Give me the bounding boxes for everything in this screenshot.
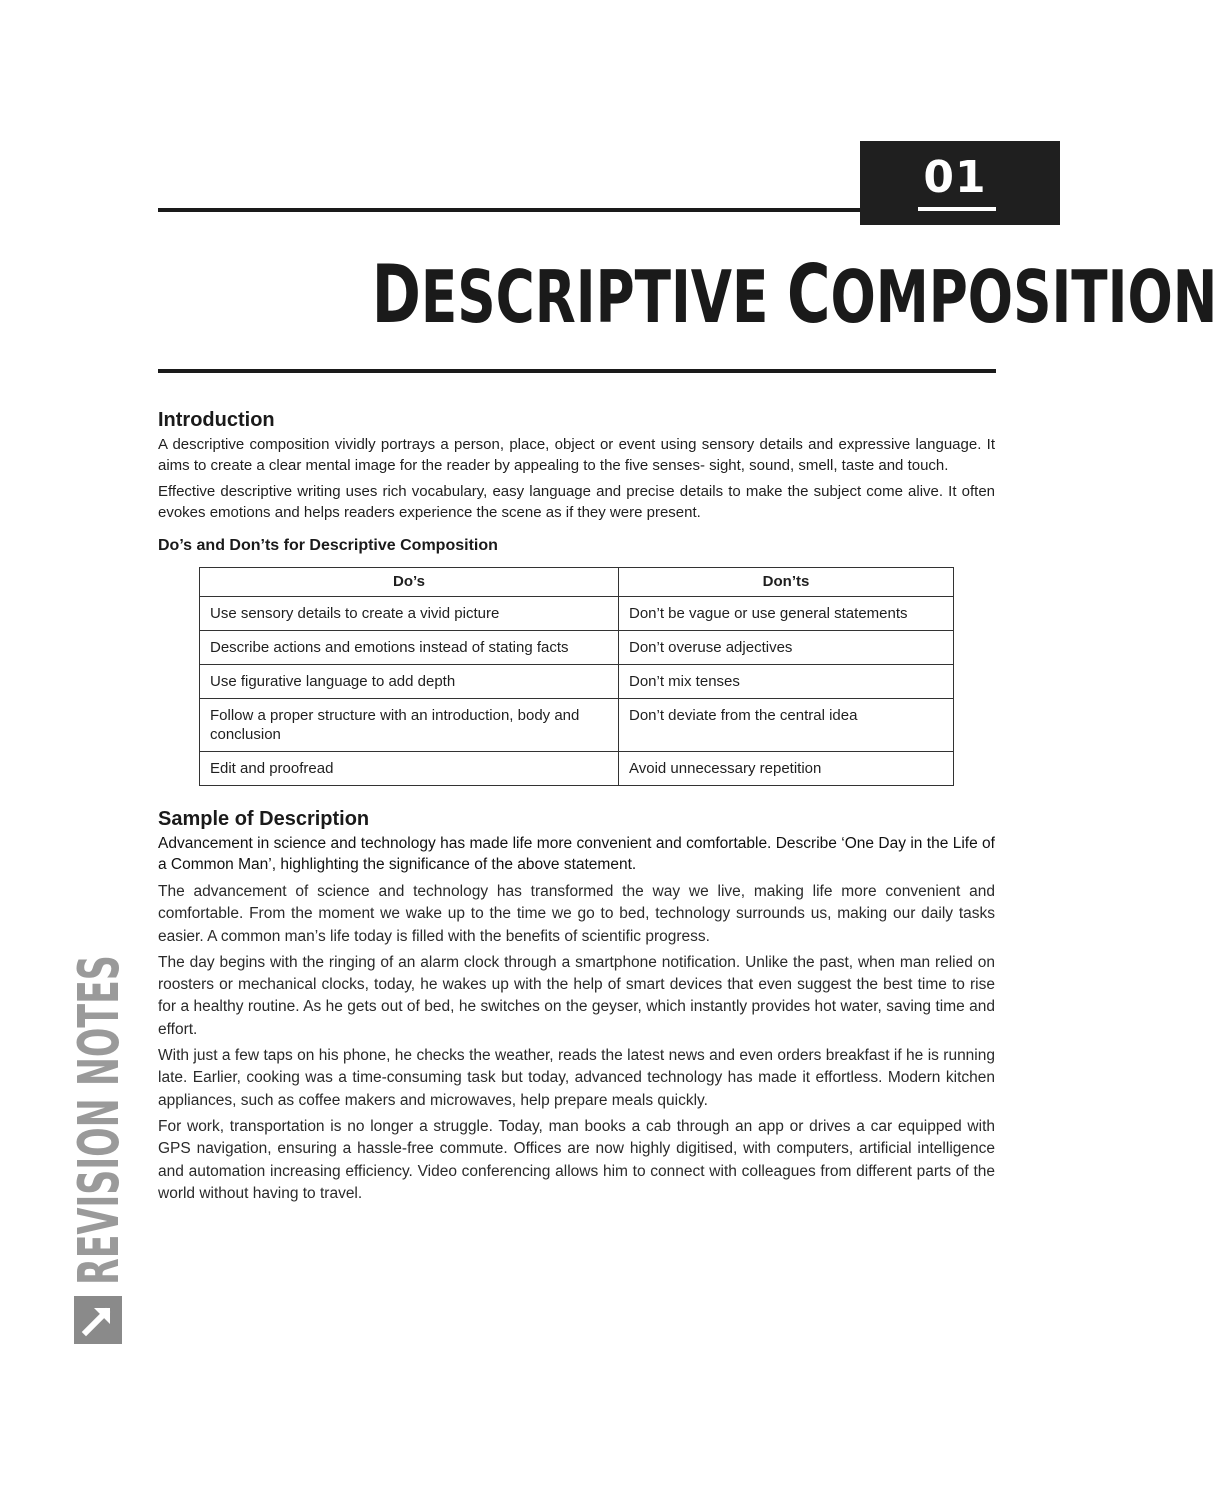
table-row: [200, 631, 954, 665]
sample-paragraph: With just a few taps on his phone, he checks the weather, reads the latest news and even orders breakfast if he is running late. Earlier, cooking was a time-consuming task but today, advanced technology has made it effortless. Modern kitchen appliances, such as coffee makers and microwaves, help prepare meals quickly.: [158, 1047, 995, 1109]
do-cell: Follow a proper structure with an introduction, body and conclusion: [200, 699, 619, 752]
introduction-paragraph: Effective descriptive writing uses rich vocabulary, easy language and precise details to make the subject come alive. It often evokes emotions and helps readers experience the scene as if they were present.: [158, 483, 995, 521]
do-cell: Describe actions and emotions instead of stating facts: [200, 631, 619, 665]
do-cell: Edit and proofread: [200, 752, 619, 786]
do-cell: Use sensory details to create a vivid picture: [200, 597, 619, 631]
do-cell: Use figurative language to add depth: [200, 665, 619, 699]
title-cap-1: D: [371, 248, 421, 341]
dont-cell: Avoid unnecessary repetition: [619, 752, 954, 786]
revision-notes-text: REVISION NOTES: [67, 955, 132, 1285]
introduction-paragraph: A descriptive composition vividly portrays a person, place, object or event using sensory details and expressive language. It aims to create a clear mental image for the reader by appealing to the five senses- sight, sound, smell, taste and touch.: [158, 436, 995, 474]
table-row: [200, 752, 954, 786]
title-word-1-rest: ESCRIPTIVE: [420, 255, 769, 339]
main-content: [158, 405, 995, 1209]
revision-notes-label: [67, 955, 132, 1285]
dont-cell: Don’t be vague or use general statements: [619, 597, 954, 631]
bottom-rule: [158, 369, 996, 373]
sample-paragraph: For work, transportation is no longer a struggle. Today, man books a cab through an app or drives a car equipped with GPS navigation, ensuring a hassle-free commute. Offices are now highly digitised, with computers, artificial intelligence and automation increasing efficiency. Video conferencing allows him to connect with colleagues from different parts of the world without having to travel.: [158, 1117, 995, 1202]
table-row: [200, 699, 954, 752]
chapter-title: [371, 248, 1217, 342]
title-word-2-rest: OMPOSITION: [830, 255, 1217, 339]
chapter-number: 01: [923, 152, 987, 203]
sample-heading: Sample of Description: [158, 808, 370, 830]
sample-prompt: Advancement in science and technology has made life more convenient and comfortable. Describe ‘One Day in the Life of a Common Man’, highlighting the significance of the above statement.: [158, 835, 995, 873]
table-row: [200, 597, 954, 631]
sample-paragraph: The advancement of science and technology has transformed the way we live, making life more convenient and comfortable. From the moment we wake up to the time we go to bed, technology surrounds us, making our daily tasks easier. A common man’s life today is filled with the benefits of scientific progress.: [158, 883, 995, 945]
dont-cell: Don’t deviate from the central idea: [619, 699, 954, 752]
column-header-dos: Do’s: [200, 568, 619, 597]
dos-donts-table: [199, 567, 954, 786]
dont-cell: Don’t mix tenses: [619, 665, 954, 699]
sample-paragraph: The day begins with the ringing of an alarm clock through a smartphone notification. Unlike the past, when man relied on roosters or mechanical clocks, today, he wakes up with the help of smart devices that even suggest the best time to rise for a healthy routine. As he gets out of bed, he switches on the geyser, which instantly provides hot water, saving time and effort.: [158, 953, 995, 1038]
dos-donts-heading: Do’s and Don’ts for Descriptive Composition: [158, 537, 498, 554]
dont-cell: Don’t overuse adjectives: [619, 631, 954, 665]
top-rule: [158, 208, 860, 212]
chapter-number-underline: [918, 207, 996, 211]
table-row: [200, 665, 954, 699]
arrow-up-right-icon: [74, 1296, 122, 1344]
title-cap-2: C: [786, 248, 831, 341]
introduction-heading: Introduction: [158, 409, 275, 431]
table-header-row: [200, 568, 954, 597]
column-header-donts: Don’ts: [619, 568, 954, 597]
